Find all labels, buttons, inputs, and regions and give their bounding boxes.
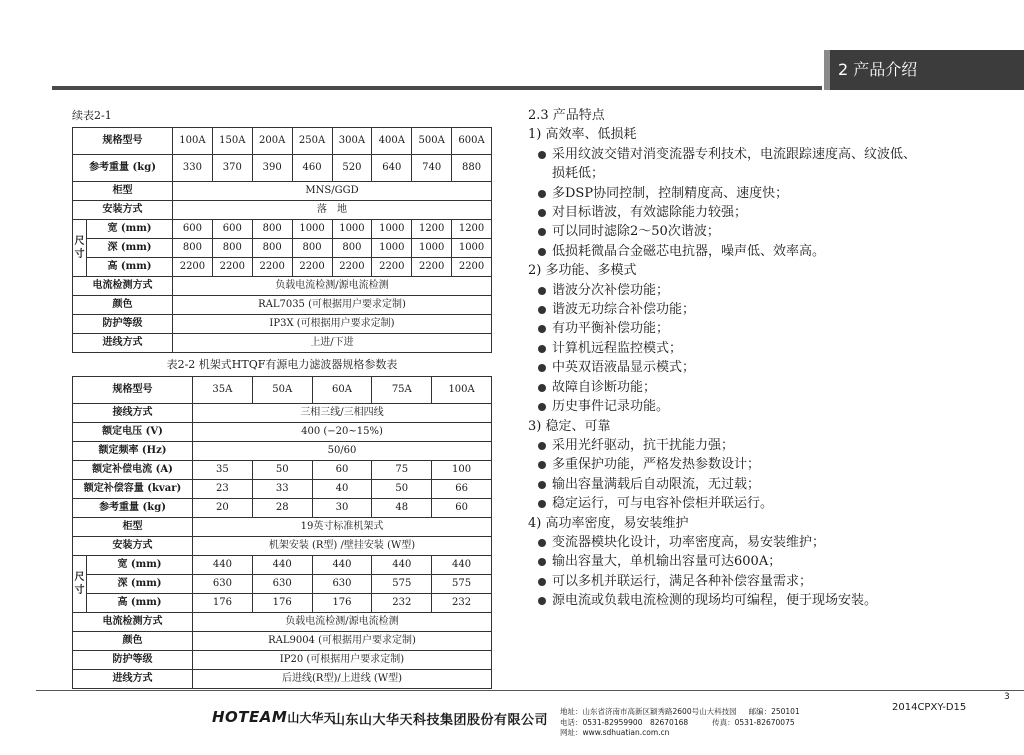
feature-item [528,591,1008,610]
table-cell: 100A [432,377,492,404]
feature-item [528,552,1008,571]
table-cell: 440 [312,556,372,575]
freq-label: 额定频率 (Hz) [73,442,193,461]
table-cell: RAL7035 (可根据用户要求定制) [173,296,492,315]
table-row [73,594,492,613]
table-cell: 1200 [452,220,492,239]
feature-item-text: 源电流或负载电流检测的现场均可编程，便于现场安装。 [552,593,878,609]
table-row [73,220,492,239]
company-logo [212,708,335,726]
capacity-label: 额定补偿容量 (kvar) [73,480,193,499]
table1-caption: 续表2-1 [72,109,112,122]
feature-item-text: 采用光纤驱动，抗干扰能力强； [552,437,735,453]
table-cell: RAL9004 (可根据用户要求定制) [193,632,492,651]
product-features [528,106,1008,611]
table-cell: 35A [193,377,253,404]
feature-item [528,184,1008,203]
address: 地址：山东省济南市高新区颖秀路2600号山大科技园 [560,707,737,716]
table-row [73,461,492,480]
table-cell: 75 [372,461,432,480]
feature-item-text: 对目标谐波，有效滤除能力较强； [552,205,748,221]
table-row [73,155,492,182]
depth-label: 深 (mm) [87,239,173,258]
feature-item [528,300,1008,319]
table-cell: 60 [312,461,372,480]
feature-item [528,242,1008,261]
table-cell: 负载电流检测/源电流检测 [193,613,492,632]
table-row [73,296,492,315]
feature-item-text: 输出容量满载后自动限流，无过载； [552,476,761,492]
bullet-icon [538,345,546,353]
table-row [73,128,492,155]
feature-item [528,455,1008,474]
model-label: 规格型号 [73,128,173,155]
feature-item-text: 计算机远程监控模式； [552,340,683,356]
table-cell: 2200 [173,258,213,277]
table-cell: 1000 [452,239,492,258]
table-row [73,377,492,404]
table-row [73,258,492,277]
table-cell: 630 [252,575,312,594]
table-cell: 50 [372,480,432,499]
bullet-icon [538,403,546,411]
table-cell: 740 [412,155,452,182]
size-label-text: 尺 寸 [74,572,85,596]
table-row [73,423,492,442]
table-row [73,613,492,632]
size-label [73,556,87,613]
table-cell: 1000 [332,220,372,239]
table-cell: 600A [452,128,492,155]
bullet-icon [538,306,546,314]
feature-item-text: 谐波无功综合补偿功能； [552,302,696,318]
table-cell: 232 [372,594,432,613]
feature-item [528,222,1008,241]
table-cell: 48 [372,499,432,518]
protect-label: 防护等级 [73,315,173,334]
table-cell: 600 [173,220,213,239]
table-cell: 19英寸标准机架式 [193,518,492,537]
protect-label: 防护等级 [73,651,193,670]
bullet-icon [538,461,546,469]
table-row [73,556,492,575]
table-cell: 440 [432,556,492,575]
depth-label: 深 (mm) [87,575,193,594]
feature-item [528,281,1008,300]
table-cell: 400 (−20~15%) [193,423,492,442]
table-cell: 330 [173,155,213,182]
table-cell: 575 [432,575,492,594]
feature-item [528,358,1008,377]
feature-item-continuation: 损耗低； [552,166,605,182]
table-cell: 66 [432,480,492,499]
table-cell: 2200 [292,258,332,277]
feature-item-text: 中英双语液晶显示模式； [552,360,696,376]
table-cell: IP20 (可根据用户要求定制) [193,651,492,670]
table-cell: 370 [212,155,252,182]
table-cell: 630 [193,575,253,594]
feature-group-heading: 3) 稳定、可靠 [528,418,611,434]
bullet-icon [538,539,546,547]
table-cell: 23 [193,480,253,499]
table-cell: 176 [312,594,372,613]
voltage-label: 额定电压 (V) [73,423,193,442]
feature-item-text: 多重保护功能，严格发热参数设计； [552,457,761,473]
spec-table-2 [72,376,492,689]
feature-item [528,436,1008,455]
bullet-icon [538,578,546,586]
table-row [73,182,492,201]
bullet-icon [538,500,546,508]
feature-item [528,319,1008,338]
table-cell: 200A [252,128,292,155]
table-cell: 50 [252,461,312,480]
cabinet-label: 柜型 [73,182,173,201]
spec-tables [72,108,492,693]
table-cell: 232 [432,594,492,613]
feature-item-text: 谐波分次补偿功能； [552,282,670,298]
color-label: 颜色 [73,632,193,651]
table-cell: 150A [212,128,252,155]
table-cell: 575 [372,575,432,594]
table-row [73,518,492,537]
table-row [73,537,492,556]
table-cell: 1000 [372,220,412,239]
table-cell: 三相三线/三相四线 [193,404,492,423]
table-cell: 1200 [412,220,452,239]
wiring-label: 进线方式 [73,334,173,353]
table-cell: 600 [212,220,252,239]
table-cell: 75A [372,377,432,404]
table-cell: 176 [193,594,253,613]
table-cell: IP3X (可根据用户要求定制) [173,315,492,334]
table-cell: 800 [252,239,292,258]
table-cell: 520 [332,155,372,182]
table-cell: 630 [312,575,372,594]
feature-item-text: 输出容量大，单机输出容量可达600A； [552,554,782,570]
table-cell: 800 [212,239,252,258]
feature-item [528,145,1008,164]
table-cell: 20 [193,499,253,518]
table-cell: 176 [252,594,312,613]
feature-item-text: 可以多机并联运行，满足各种补偿容量需求； [552,573,813,589]
table-row [73,480,492,499]
connection-label: 接线方式 [73,404,193,423]
weight-label: 参考重量 (kg) [73,499,193,518]
table-cell: 落 地 [173,201,492,220]
logo-latin: HOTEAM [212,708,288,726]
table-cell: 640 [372,155,412,182]
weight-label: 参考重量 (kg) [73,155,173,182]
table-cell: MNS/GGD [173,182,492,201]
width-label: 宽 (mm) [87,220,173,239]
bullet-icon [538,190,546,198]
table-cell: 2200 [332,258,372,277]
table-cell: 2200 [452,258,492,277]
table-cell: 后进线(R型)/上进线 (W型) [193,670,492,689]
feature-item-text: 采用纹波交错对消变流器专利技术，电流跟踪速度高、纹波低、 [552,146,917,162]
top-rule [52,86,822,90]
contact-info [560,707,800,739]
detect-label: 电流检测方式 [73,613,193,632]
bullet-icon [538,228,546,236]
bullet-icon [538,481,546,489]
install-label: 安装方式 [73,537,193,556]
install-label: 安装方式 [73,201,173,220]
page-number: 3 [1004,692,1010,702]
table-cell: 2200 [252,258,292,277]
size-label [73,220,87,277]
table-cell: 35 [193,461,253,480]
table-row [73,651,492,670]
bullet-icon [538,209,546,217]
table-row [73,670,492,689]
cabinet-label: 柜型 [73,518,193,537]
bullet-icon [538,597,546,605]
width-label: 宽 (mm) [87,556,193,575]
features-title: 2.3 产品特点 [528,108,605,123]
table-cell: 60A [312,377,372,404]
height-label: 高 (mm) [87,594,193,613]
table-cell: 390 [252,155,292,182]
height-label: 高 (mm) [87,258,173,277]
feature-item-text: 历史事件记录功能。 [552,399,670,415]
feature-item-text: 变流器模块化设计，功率密度高，易安装维护； [552,534,826,550]
section-title: 2 产品介绍 [824,50,1024,90]
feature-group-heading: 4) 高功率密度，易安装维护 [528,515,689,531]
table-cell: 30 [312,499,372,518]
footer-rule [36,690,1024,691]
model-label: 规格型号 [73,377,193,404]
table-cell: 460 [292,155,332,182]
bullet-icon [538,364,546,372]
feature-item [528,572,1008,591]
table-row [73,334,492,353]
table-cell: 2200 [212,258,252,277]
bullet-icon [538,151,546,159]
table-cell: 440 [252,556,312,575]
table-row [73,239,492,258]
table-cell: 28 [252,499,312,518]
phone: 电话：0531-82959900 82670168 [560,717,689,727]
table-cell: 60 [432,499,492,518]
feature-item [528,203,1008,222]
table-cell: 负载电流检测/源电流检测 [173,277,492,296]
spec-table-1 [72,127,492,353]
feature-group-heading: 2) 多功能、多模式 [528,263,637,279]
table-row [73,442,492,461]
table-row [73,201,492,220]
table-cell: 33 [252,480,312,499]
table-cell: 300A [332,128,372,155]
feature-item [528,397,1008,416]
feature-item-text: 有功平衡补偿功能； [552,321,670,337]
table-cell: 50A [252,377,312,404]
fax: 传真：0531-82670075 [712,717,795,727]
table2-caption: 表2-2 机架式HTQF有源电力滤波器规格参数表 [166,358,398,371]
table-row [73,315,492,334]
table-cell: 100 [432,461,492,480]
table-cell: 400A [372,128,412,155]
bullet-icon [538,248,546,256]
detect-label: 电流检测方式 [73,277,173,296]
table-row [73,277,492,296]
table-cell: 440 [372,556,432,575]
table-cell: 1000 [292,220,332,239]
feature-item-text: 可以同时滤除2～50次谐波； [552,224,720,240]
table-cell: 500A [412,128,452,155]
table-row [73,499,492,518]
feature-item [528,475,1008,494]
company-name: 山东山大华天科技集团股份有限公司 [332,713,549,728]
feature-item [528,339,1008,358]
table-cell: 1000 [412,239,452,258]
website: 网址：www.sdhuatian.com.cn [560,728,670,737]
table-row [73,404,492,423]
feature-item-text: 稳定运行，可与电容补偿柜并联运行。 [552,496,774,512]
size-label-text: 尺 寸 [74,236,85,260]
table-cell: 40 [312,480,372,499]
table-cell: 上进/下进 [173,334,492,353]
bullet-icon [538,325,546,333]
doc-code: 2014CPXY-D15 [892,702,967,713]
table-cell: 100A [173,128,213,155]
table-cell: 800 [332,239,372,258]
table-cell: 机架安装 (R型) /壁挂安装 (W型) [193,537,492,556]
table-cell: 1000 [372,239,412,258]
table-row [73,575,492,594]
table-cell: 800 [252,220,292,239]
table-cell: 250A [292,128,332,155]
table-row [73,632,492,651]
bullet-icon [538,384,546,392]
color-label: 颜色 [73,296,173,315]
table-cell: 2200 [412,258,452,277]
table-cell: 880 [452,155,492,182]
feature-item-text: 多DSP协同控制，控制精度高、速度快； [552,185,789,201]
feature-item [528,494,1008,513]
bullet-icon [538,558,546,566]
feature-group-heading: 1) 高效率、低损耗 [528,127,637,143]
logo-cn: 山大华天 [287,711,336,725]
table-cell: 800 [292,239,332,258]
bullet-icon [538,287,546,295]
postcode: 邮编：250101 [748,707,800,716]
feature-item-text: 故障自诊断功能； [552,379,657,395]
table-cell: 2200 [372,258,412,277]
feature-item [528,378,1008,397]
table-cell: 800 [173,239,213,258]
wiring-label: 进线方式 [73,670,193,689]
current-label: 额定补偿电流 (A) [73,461,193,480]
bullet-icon [538,442,546,450]
table-cell: 440 [193,556,253,575]
feature-item [528,533,1008,552]
table-cell: 50/60 [193,442,492,461]
feature-item-text: 低损耗微晶合金磁芯电抗器，噪声低、效率高。 [552,243,826,259]
